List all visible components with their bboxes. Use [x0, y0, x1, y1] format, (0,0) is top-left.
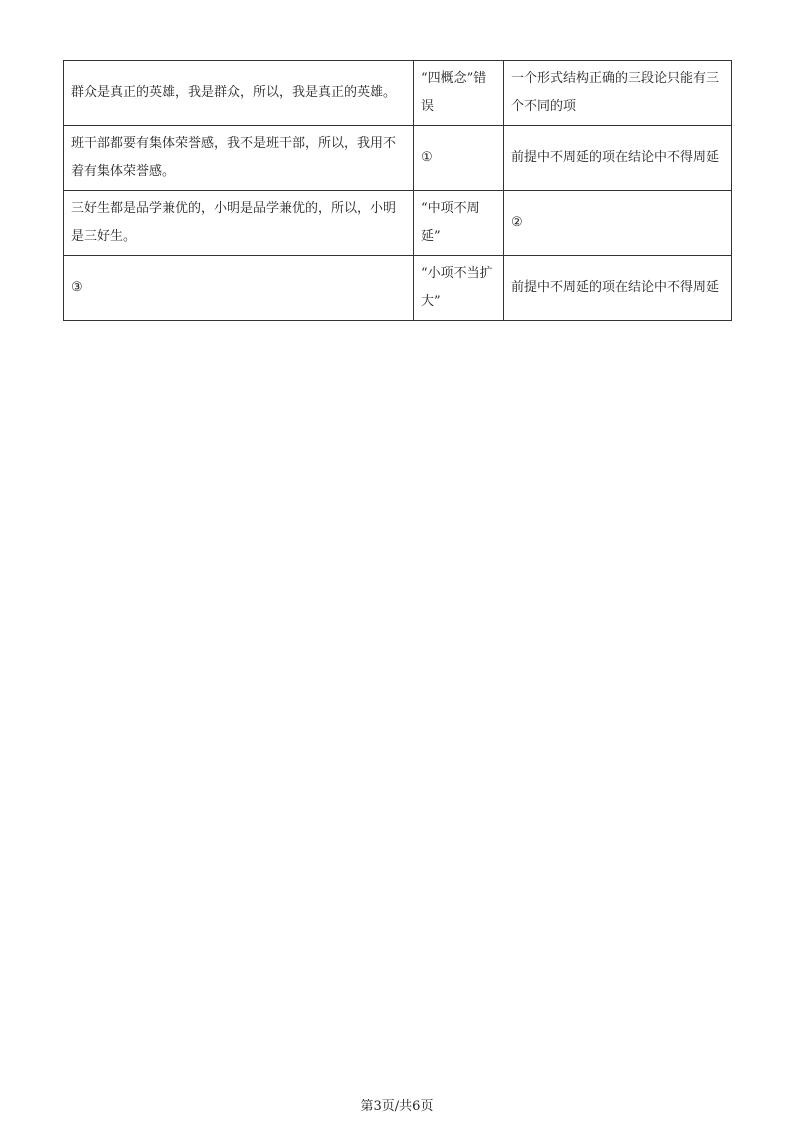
rule-cell: ② [504, 191, 732, 256]
error-cell: ① [414, 126, 504, 191]
table-row [64, 191, 732, 256]
example-cell: 班干部都要有集体荣誉感，我不是班干部，所以，我用不着有集体荣誉感。 [64, 126, 414, 191]
rule-cell: 一个形式结构正确的三段论只能有三个不同的项 [504, 61, 732, 126]
page-number-footer: 第3页/共6页 [360, 1099, 434, 1114]
example-cell: ③ [64, 256, 414, 321]
error-cell: “四概念”错误 [414, 61, 504, 126]
table-row [64, 61, 732, 126]
table-row [64, 256, 732, 321]
rule-cell: 前提中不周延的项在结论中不得周延 [504, 126, 732, 191]
example-cell: 三好生都是品学兼优的，小明是品学兼优的，所以，小明是三好生。 [64, 191, 414, 256]
syllogism-error-table [63, 60, 732, 321]
rule-cell: 前提中不周延的项在结论中不得周延 [504, 256, 732, 321]
table-row [64, 126, 732, 191]
error-cell: “小项不当扩大” [414, 256, 504, 321]
example-cell: 群众是真正的英雄，我是群众，所以，我是真正的英雄。 [64, 61, 414, 126]
error-cell: “中项不周延” [414, 191, 504, 256]
